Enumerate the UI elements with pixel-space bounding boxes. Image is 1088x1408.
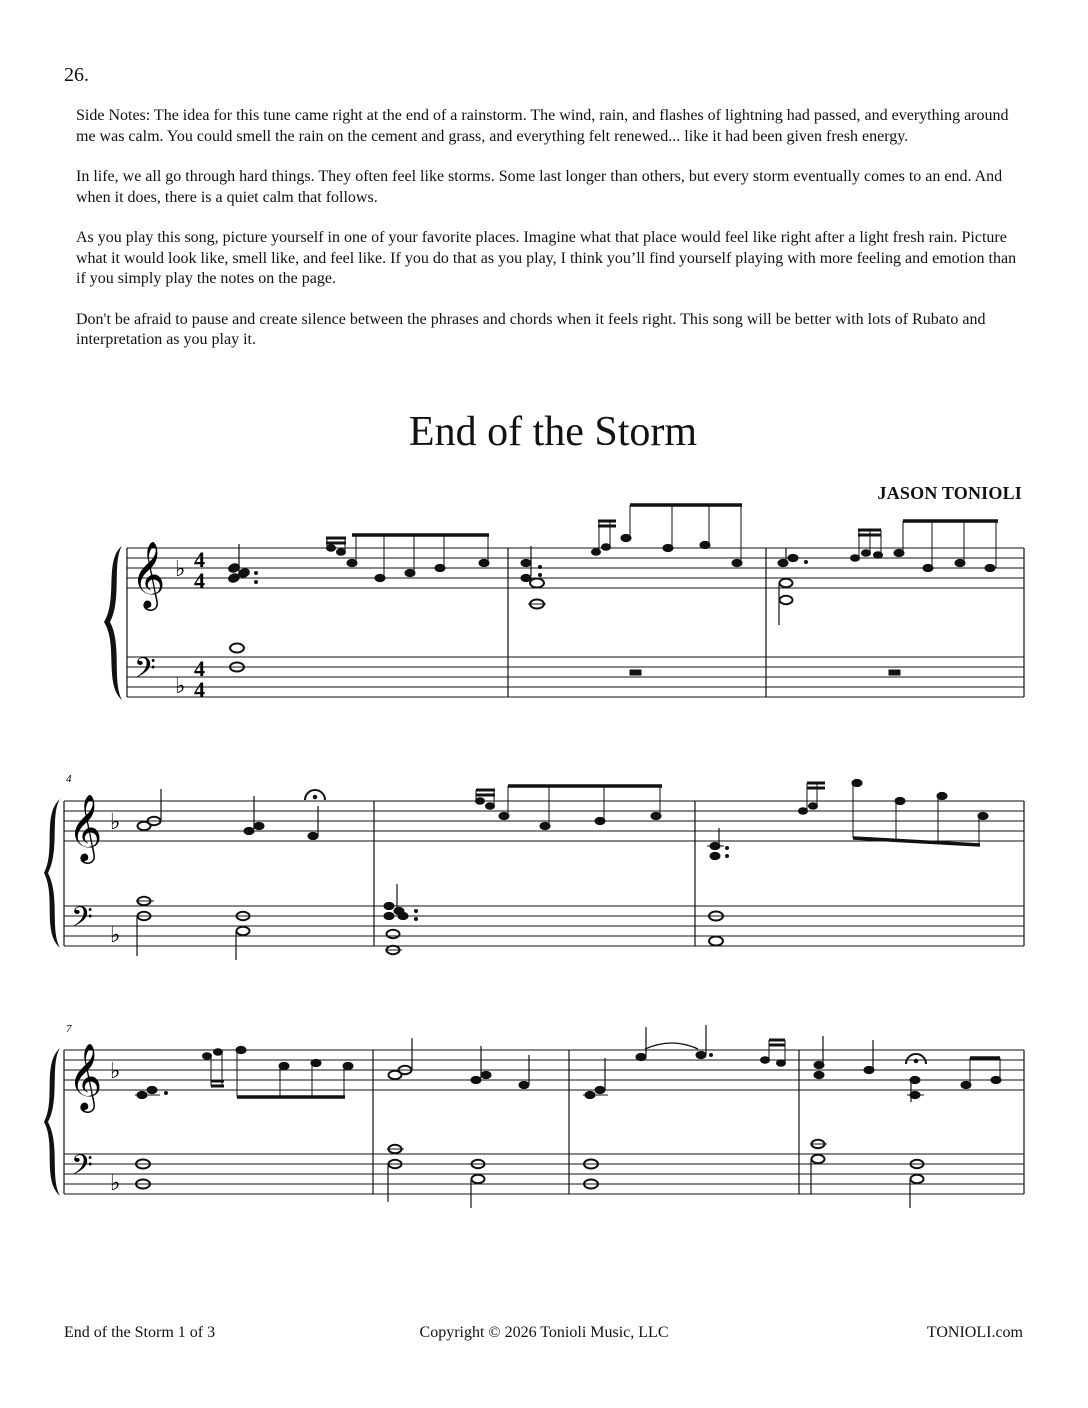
flat-icon: ♭ bbox=[110, 809, 121, 834]
score-title: End of the Storm bbox=[408, 409, 698, 455]
bass-staff bbox=[64, 906, 1024, 946]
notes-system-1 bbox=[227, 505, 998, 675]
footer-page-info: End of the Storm 1 of 3 bbox=[64, 1324, 216, 1341]
measure-number: 4 bbox=[66, 773, 72, 785]
score-system-3 bbox=[0, 1020, 1088, 1210]
bass-clef-icon: 𝄢 bbox=[71, 1149, 93, 1189]
side-notes bbox=[76, 106, 1026, 371]
time-signature-top: 4 bbox=[194, 547, 205, 572]
brace-icon bbox=[44, 1048, 60, 1196]
brace-icon bbox=[104, 546, 122, 700]
side-notes-paragraph: In life, we all go through hard things. They often feel like storms. Some last longer than others, but every storm eventually comes to an end. And when it does, there is a quiet calm that follows. bbox=[76, 168, 1003, 206]
time-signature-bottom: 4 bbox=[194, 677, 205, 702]
score-system-2 bbox=[0, 770, 1088, 970]
time-signature-top: 4 bbox=[194, 656, 205, 681]
side-notes-paragraph: Side Notes: The idea for this tune came right at the end of a rainstorm. The wind, rain, and flashes of lightning had passed, and everything around me was calm. You could smell the rain on the cement and grass, and everything felt renewed... like it had been given fresh energy. bbox=[76, 107, 1009, 145]
side-notes-paragraph: Don't be afraid to pause and create silence between the phrases and chords when it feels right. This song will be better with lots of Rubato and interpretation as you play it. bbox=[76, 310, 986, 348]
time-signature-bottom: 4 bbox=[194, 568, 205, 593]
measure-number: 7 bbox=[66, 1023, 72, 1035]
bass-staff bbox=[64, 1154, 1024, 1194]
time-signature bbox=[194, 547, 205, 702]
flat-icon: ♭ bbox=[175, 673, 186, 698]
treble-staff bbox=[127, 548, 1024, 588]
composer-name: JASON TONIOLI bbox=[877, 483, 1022, 503]
flat-icon: ♭ bbox=[175, 556, 186, 581]
treble-clef-icon: 𝄞 bbox=[68, 1042, 103, 1110]
footer-website: TONIOLI.com bbox=[926, 1324, 1023, 1341]
brace-icon bbox=[44, 799, 60, 948]
page-number: 26. bbox=[64, 64, 89, 86]
notes-system-2 bbox=[136, 779, 988, 960]
bass-clef-icon: 𝄢 bbox=[134, 652, 156, 692]
bass-clef-icon: 𝄢 bbox=[71, 901, 93, 941]
bass-staff bbox=[127, 657, 1024, 697]
treble-clef-icon: 𝄞 bbox=[68, 793, 103, 861]
flat-icon: ♭ bbox=[110, 1170, 121, 1195]
treble-staff bbox=[64, 801, 1024, 841]
treble-clef-icon: 𝄞 bbox=[131, 540, 166, 608]
flat-icon: ♭ bbox=[110, 1058, 121, 1083]
barlines bbox=[64, 1050, 1024, 1194]
flat-icon: ♭ bbox=[110, 922, 121, 947]
footer-copyright: Copyright © 2026 Tonioli Music, LLC bbox=[419, 1324, 669, 1341]
score-system-1 bbox=[0, 520, 1088, 710]
side-notes-paragraph: As you play this song, picture yourself in one of your favorite places. Imagine what that place would feel like right after a light fresh rain. Picture what it would look like, smell like, and feel like. If you do that as you play, I think you’ll find yourself playing with more feeling and emotion than if you simply play the notes on the page. bbox=[76, 229, 1017, 287]
notes-system-3 bbox=[135, 1025, 1001, 1208]
